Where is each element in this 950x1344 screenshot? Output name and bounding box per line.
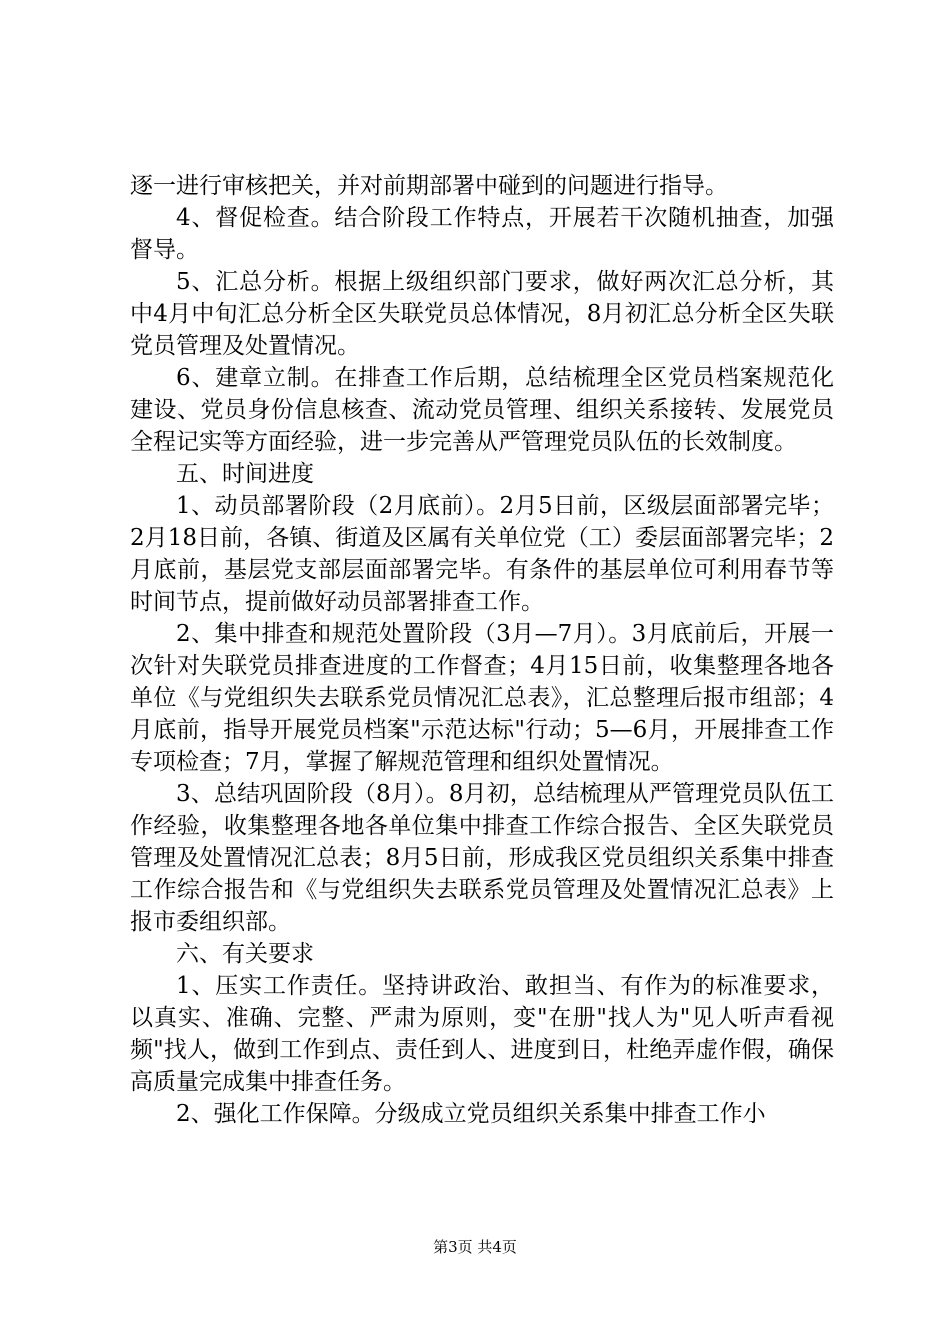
- paragraph-8: 3、总结巩固阶段（8月）。8月初，总结梳理从严管理党员队伍工作经验，收集整理各地各单位集中排查工作综合报告、全区失联党员管理及处置情况汇总表；8月5日前，形成我区党员组织关系集中排查工作综合报告和《与党组织失去联系党员管理及处置情况汇总表》上报市委组织部。: [130, 781, 834, 935]
- paragraph-10: 1、压实工作责任。坚持讲政治、敢担当、有作为的标准要求，以真实、准确、完整、严肃为原则，变"在册"找人为"见人听声看视频"找人，做到工作到点、责任到人、进度到日，杜绝弄虚作假，确保高质量完成集中排查任务。: [130, 973, 834, 1095]
- paragraph-7: 2、集中排查和规范处置阶段（3月—7月）。3月底前后，开展一次针对失联党员排查进度的工作督查；4月15日前，收集整理各地各单位《与党组织失去联系党员情况汇总表》，汇总整理后报市组部；4月底前，指导开展党员档案"示范达标"行动；5—6月，开展排查工作专项检查；7月，掌握了解规范管理和组织处置情况。: [130, 621, 834, 775]
- section-heading-6: 六、有关要求: [176, 941, 314, 967]
- paragraph-6: 1、动员部署阶段（2月底前）。2月5日前，区级层面部署完毕；2月18日前，各镇、街道及区属有关单位党（工）委层面部署完毕；2月底前，基层党支部层面部署完毕。有条件的基层单位可利用春节等时间节点，提前做好动员部署排查工作。: [130, 493, 834, 615]
- page-number-footer: 第3页 共4页: [433, 1238, 517, 1256]
- document-body: [130, 170, 834, 1130]
- paragraph-4: 6、建章立制。在排查工作后期，总结梳理全区党员档案规范化建设、党员身份信息核查、流动党员管理、组织关系接转、发展党员全程记实等方面经验，进一步完善从严管理党员队伍的长效制度。: [130, 365, 834, 455]
- section-heading-5: 五、时间进度: [176, 461, 314, 487]
- paragraph-3: 5、汇总分析。根据上级组织部门要求，做好两次汇总分析，其中4月中旬汇总分析全区失联党员总体情况，8月初汇总分析全区失联党员管理及处置情况。: [130, 269, 834, 359]
- paragraph-1: 逐一进行审核把关，并对前期部署中碰到的问题进行指导。: [130, 173, 728, 199]
- paragraph-11: 2、强化工作保障。分级成立党员组织关系集中排查工作小: [176, 1101, 766, 1127]
- paragraph-2: 4、督促检查。结合阶段工作特点，开展若干次随机抽查，加强督导。: [130, 205, 834, 263]
